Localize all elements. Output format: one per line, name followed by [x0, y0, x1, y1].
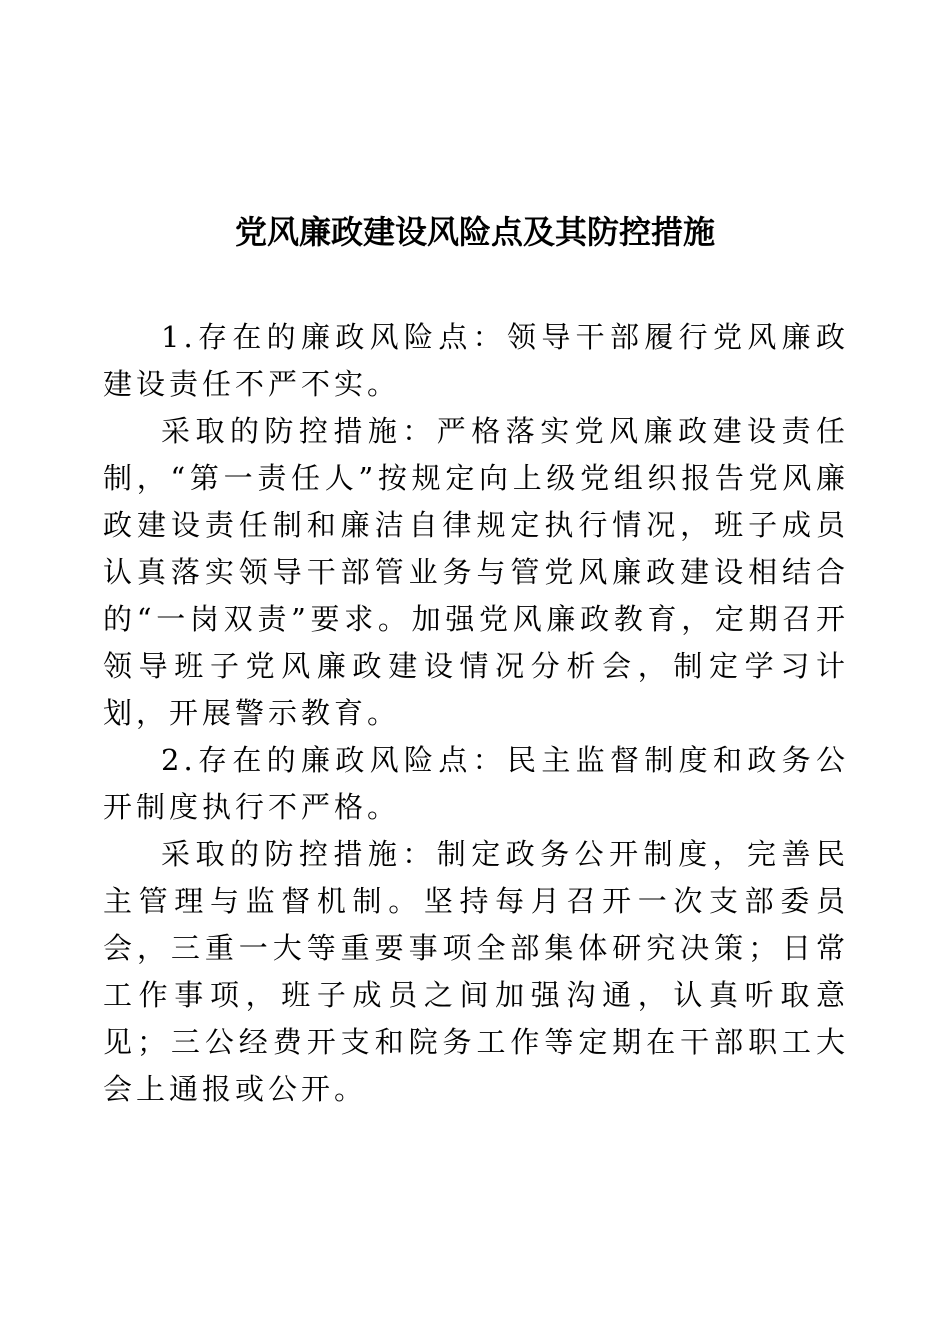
paragraph-risk-1: 1.存在的廉政风险点：领导干部履行党风廉政建设责任不严不实。: [103, 320, 849, 401]
document-body: [103, 314, 849, 1113]
paragraph-measures-1: 采取的防控措施：严格落实党风廉政建设责任制，“第一责任人”按规定向上级党组织报告党风廉政建设责任制和廉洁自律规定执行情况，班子成员认真落实领导干部管业务与管党风廉政建设相结合的“一岗双责”要求。加强党风廉政教育，定期召开领导班子党风廉政建设情况分析会，制定学习计划，开展警示教育。: [103, 414, 849, 730]
paragraph-measures-2: 采取的防控措施：制定政务公开制度，完善民主管理与监督机制。坚持每月召开一次支部委员会，三重一大等重要事项全部集体研究决策；日常工作事项，班子成员之间加强沟通，认真听取意见；三公经费开支和院务工作等定期在干部职工大会上通报或公开。: [103, 837, 849, 1106]
document-title: 党风廉政建设风险点及其防控措施: [234, 213, 715, 251]
paragraph-risk-2: 2.存在的廉政风险点：民主监督制度和政务公开制度执行不严格。: [103, 743, 849, 824]
